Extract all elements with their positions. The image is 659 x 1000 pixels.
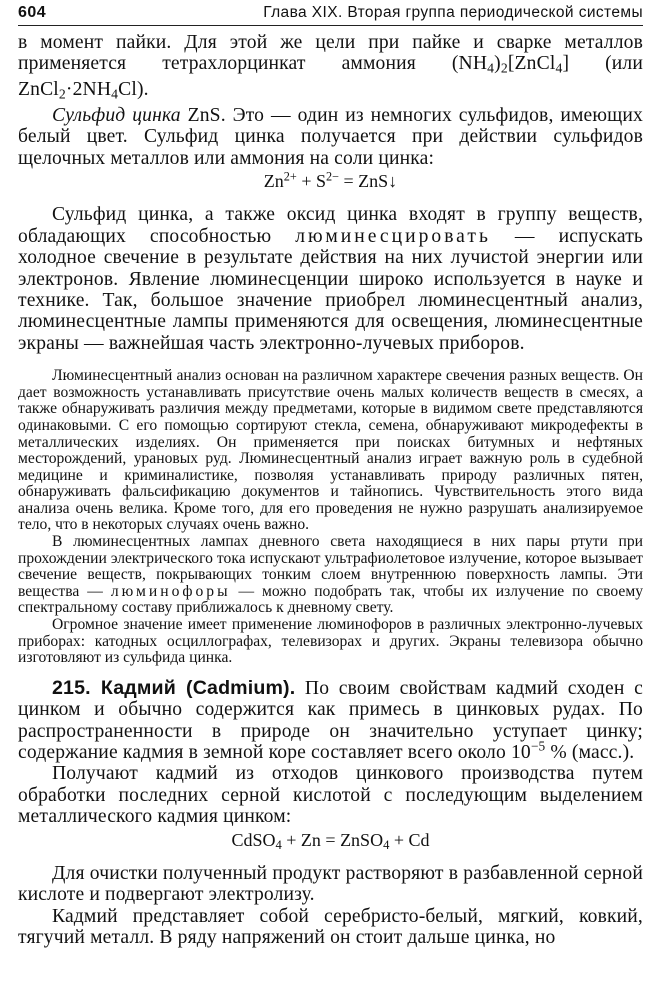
- term-luminesce: люминесцировать: [295, 225, 491, 247]
- paragraph-zinc-sulfide: Сульфид цинка ZnS. Это — один из немногих сульфидов, имеющих белый цвет. Сульфид цинка получается при действии сульфидов щелочных металлов или аммония на соли цинка:: [18, 105, 643, 169]
- paragraph-luminescence: Сульфид цинка, а также оксид цинка входят в группу веществ, обладающих способностью люминесцировать — испускать холодное свечение в результате действия на них лучистой энергии или электронов. Явление люминесценции широко используется в науке и технике. Так, большое значение приобрел люминесцентный анализ, люминесцентные лампы применяются для освещения, люминесцентные экраны — важнейшая часть электронно-лучевых приборов.: [18, 204, 643, 354]
- paragraph-cadmium-properties: Кадмий представляет собой серебристо-белый, мягкий, ковкий, тягучий металл. В ряду напряжений он стоит дальше цинка, но: [18, 905, 643, 949]
- term-zinc-sulfide: Сульфид цинка: [52, 105, 181, 127]
- page-number: 604: [18, 4, 47, 21]
- equation-zinc-sulfide: $Zn^{2+} + S^{2-}$ = ZnS↓: [263, 169, 398, 192]
- note-luminescent-lamps: В люминесцентных лампах дневного света находящиеся в них пары ртути при прохождении электрического тока испускают ультрафиолетовое излучение, которое вызывает свечение веществ, покрывающих тонким слоем внутреннюю поверхность лампы. Эти вещества — люминофоры — можно подобрать так, чтобы их излучение по своему спектральному составу приближалось к дневному свету.: [18, 533, 643, 617]
- paragraph-cadmium-purification: Для очистки полученный продукт растворяют в разбавленной серной кислоте и подвергают электролизу.: [18, 862, 643, 906]
- paragraph-cadmium-production: Получают кадмий из отходов цинкового производства путем обработки последних серной кислотой с последующим выделением металлического кадмия цинком:: [18, 763, 643, 828]
- paragraph-soldering: в момент пайки. Для этой же цели при пайке и сварке металлов применяется тетрахлорцинкат аммония $(NH_4)_2[ZnCl_4]$ (или $ZnCl_2\cdot 2NH_4Cl$).: [18, 32, 643, 102]
- equation-cadmium: CdSO$_4$ + Zn = ZnSO$_4$ + Cd: [231, 829, 430, 852]
- note-phosphor-screens: Огромное значение имеет применение люминофоров в различных электронно-лучевых приборах: катодных осциллографах, телевизорах и других. Экраны телевизора обычно изготовляют из сульфида цинка.: [18, 616, 643, 667]
- section-heading-cadmium: 215. Кадмий (Cadmium).: [52, 676, 296, 699]
- term-phosphors: люминофоры: [110, 582, 231, 600]
- page-header: [18, 4, 643, 26]
- running-head: Глава XIX. Вторая группа периодической системы: [263, 4, 643, 21]
- formula-ammonium-tetrachlorozincate: $(NH_4)_2[ZnCl_4]$ (или $ZnCl_2\cdot 2NH_4Cl$).: [18, 53, 643, 102]
- paragraph-cadmium: 215. Кадмий (Cadmium). По своим свойствам кадмий сходен с цинком и обычно содержится как примесь в цинковых рудах. По распространенности в природе он значительно уступает цинку; содержание кадмия в земной коре составляет всего около $10^{-5}$ % (масс.).: [18, 676, 643, 764]
- note-luminescent-analysis: Люминесцентный анализ основан на различном характере свечения разных веществ. Он дает возможность устанавливать присутствие очень малых количеств веществ в смесях, а также обнаруживать различия между предметами, которые в видимом свете представляются одинаковыми. С его помощью сортируют стекла, семена, обнаруживают микродефекты в металлических изделиях. Он применяется при поисках битумных и нефтяных месторождений, урановых руд. Люминесцентный анализ играет важную роль в судебной медицине и криминалистике, позволяя устанавливать природу различных пятен, обнаруживать фальсификацию документов и тайнопись. Чувствительность этого вида анализа очень велика. Кроме того, для его проведения не нужно разрушать анализируемое тело, что в некоторых случаях очень важно.: [18, 367, 643, 534]
